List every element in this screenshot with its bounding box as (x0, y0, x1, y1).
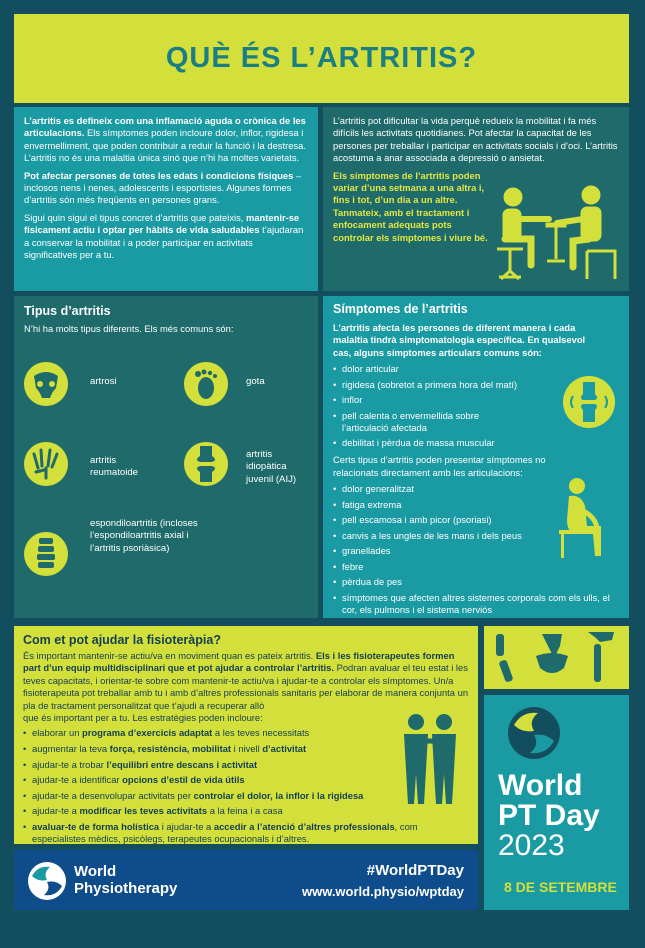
list-item: • ajudar-te a desenvolupar activitats per controlar el dolor, la inflor i la rigidesa (23, 790, 423, 802)
supportive-people-illustration (392, 712, 468, 808)
strategies-list (23, 727, 423, 844)
joint-symptoms-list (333, 363, 518, 449)
intro-paragraph-2: Pot afectar persones de totes les edats i condicions físiques – inclosos nens i nenes, adolescents i esportistes. Algunes formes d’artritis són més freqüents en persones grans. (24, 169, 302, 206)
list-item: • elaborar un programa d’exercicis adaptat a les teves necessitats (23, 727, 423, 739)
pelvis-icon (24, 362, 68, 406)
list-item: • ajudar-te a identificar opcions d’estil de vida útils (23, 774, 423, 786)
symptoms-intro-2: Certs tipus d’artritis poden presentar símptomes no relacionats directament amb les articulacions: (333, 454, 546, 478)
world-pt-day-date: 8 DE SETEMBRE (504, 879, 617, 895)
list-item: • granellades (333, 545, 619, 557)
list-item: • inflor (333, 394, 518, 406)
hashtag: #WorldPTDay (366, 862, 464, 879)
knee-joint-icon (184, 442, 228, 486)
list-item: • augmentar la teva força, resistència, mobilitat i nivell d’activitat (23, 743, 423, 755)
types-heading: Tipus d’artritis (24, 304, 111, 318)
list-item: • pèrdua de pes (333, 576, 619, 588)
page-title: QUÈ ÉS L’ARTRITIS? (165, 42, 478, 74)
symptoms-panel (323, 296, 629, 618)
list-item: • dolor articular (333, 363, 518, 375)
list-item: • ajudar-te a trobar l’equilibri entre descans i activitat (23, 759, 423, 771)
footer-bar (14, 850, 478, 910)
intro-paragraph-3: Sigui quin sigui el tipus concret d’artritis que pateixis, mantenir-se físicament actiu i optar per hàbits de vida saludables t’ajudaran a conservar la mobilitat i a poder participar en activitats significatives per a tu. (24, 211, 304, 261)
spine-icon (24, 532, 68, 576)
impact-paragraph: L’artritis pot dificultar la vida perquè redueix la mobilitat i fa més difícils les activitats quotidianes. Pot afectar la capacitat de les persones per treballar i participar en activitats socials i d’oci. L’artritis acostuma a anar associada a depressió o ansietat. (333, 115, 618, 164)
intro-paragraph-1: L’artritis es defineix com una inflamació aguda o crònica de les articulacions. Els símptomes poden incloure dolor, inflor, rigidesa i envermelliment, que poden contribuir a reduir la funció i la destresa. L’artritis no és una malaltia única sinó que n’hi ha moltes varietats. (24, 115, 306, 164)
world-pt-day-logo-icon (504, 703, 564, 763)
world-pt-day-line2: PT Day (498, 799, 600, 832)
hand-bones-icon (24, 442, 68, 486)
type-juvenile-idiopathic-arthritis: artritis idiopàtica juvenil (AIJ) (246, 449, 297, 485)
list-item: • canvis a les ungles de les mans i dels peus (333, 530, 619, 542)
list-item: • ajudar-te a modificar les teves activitats a la feina i a casa (23, 805, 423, 817)
type-rheumatoid-arthritis: artritis reumatoide (90, 455, 138, 479)
list-item: • símptomes que afecten altres sistemes corporals com els ulls, el cor, els pulmons i el sistema nerviós (333, 592, 611, 616)
symptoms-heading: Símptomes de l’artritis (333, 302, 468, 316)
foot-icon (184, 362, 228, 406)
type-spondyloarthritis: espondiloartritis (incloses l’espondiloartritis axial i l’artritis psoriàsica) (90, 518, 198, 554)
list-item: • rigidesa (sobretot a primera hora del matí) (333, 379, 518, 391)
list-item: • febre (333, 561, 619, 573)
org-name: World Physiotherapy (74, 863, 178, 897)
world-physiotherapy-logo-icon (26, 860, 68, 902)
world-pt-day-year: 2023 (498, 829, 565, 862)
impact-panel (323, 107, 629, 291)
type-osteoarthritis: artrosi (90, 376, 117, 387)
symptoms-intro: L’artritis afecta les persones de diferent manera i cada malaltia tindrà simptomatologia específica. En qualsevol cas, alguns símptomes articulars comuns són: (333, 322, 586, 358)
physio-paragraph: És important mantenir-se actiu/va en moviment quan es pateix artritis. Els i les fisioterapeutes formen part d’un equip multidisciplinari que et pot ajudar a controlar l’artritis. Podran avaluar el teu estat i les teves capacitats, i orientar-te sobre com mantenir-te actiu/va i ajudar-te a controlar els símptomes. Un/a fisioterapeuta pot treballar amb tu i amb d’altres professionals sanitaris per elaborar de manera conjunta un pla de tractament personalitzat que t’ajudi a recuperar allò que és important per a tu. Les estratègies poden incloure: (23, 650, 469, 724)
list-item: • fatiga extrema (333, 499, 619, 511)
types-panel (14, 296, 318, 618)
seated-person-illustration (551, 476, 623, 560)
bones-icons (484, 626, 629, 689)
website-url[interactable]: www.world.physio/wptday (301, 884, 464, 899)
list-item: • debilitat i pèrdua de massa muscular (333, 437, 518, 449)
list-item: • pell calenta o envermellida sobre l’articulació afectada (333, 410, 518, 434)
world-pt-day-panel (484, 695, 629, 910)
inflamed-knee-icon (563, 376, 615, 428)
intro-panel (14, 107, 318, 291)
types-intro: N’hi ha molts tipus diferents. Els més comuns són: (24, 323, 234, 334)
bones-strip (484, 626, 629, 689)
physio-panel (14, 626, 478, 844)
list-item: • avaluar-te de forma holística i ajudar-te a accedir a l’atenció d’altres professionals, com especialistes mèdics, psicòlegs, terapeutes ocupacionals i d’altres. (23, 821, 423, 844)
list-item: • dolor generalitzat (333, 483, 619, 495)
two-people-talking-illustration (491, 179, 621, 285)
list-item: • pell escamosa i amb picor (psoriasi) (333, 514, 619, 526)
type-gout: gota (246, 376, 265, 387)
title-banner (14, 14, 629, 103)
physio-heading: Com et pot ajudar la fisioteràpia? (23, 633, 221, 647)
impact-highlight: Els símptomes de l’artritis poden variar d’una setmana a una altra i, fins i tot, d’un dia a un altre. Tanmateix, amb el tractament i enfocament adequats pots controlar els símptomes i viure bé. (333, 169, 488, 243)
world-pt-day-line1: World (498, 769, 583, 802)
